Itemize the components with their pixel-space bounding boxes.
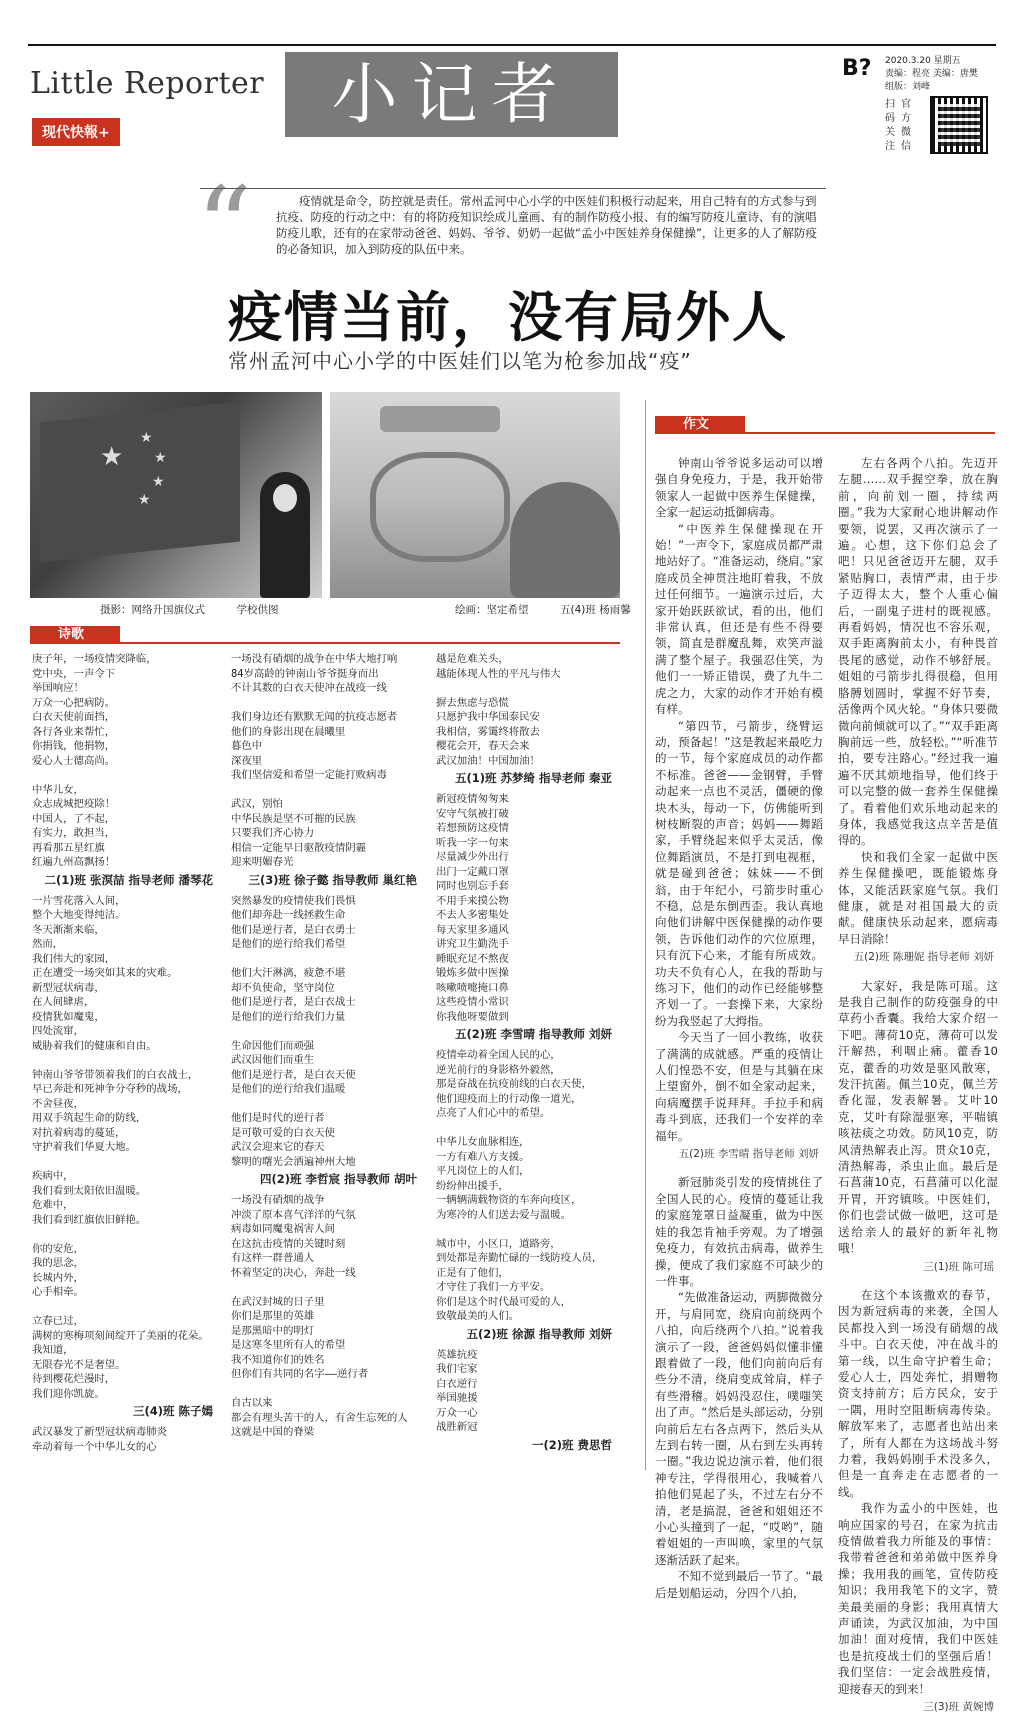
essay-paragraph: “先做准备运动，两脚微微分开，与肩同宽，绕肩向前绕两个八拍，向后绕两个八拍。”说着我演示了一段，爸爸妈妈似懂非懂跟着做了一段，他们向前向后有些分不清，绕肩变成耸肩，样子有些滑稽。妈妈没忍住，噗嗤笑出了声。“然后是头部运动，分别向前后左右各点两下，然后头从左到右转一圈，从右到左头再转一圈。”我边说边演示着，他们很神专注，学得很用心，我喊着八拍他们晃起了头，不过左右分不清，老是搞混，爸爸和姐姐还不小心头撞到了一起，“哎哟”，随着姐姐的一声叫唤，家里的气氛逐渐活跃了起来。 [655, 1290, 823, 1567]
headline: 疫情当前，没有局外人 [228, 286, 788, 349]
editor-line: 责编：程亮 美编：唐樊 [885, 69, 978, 79]
poem-signature: 五(2)班 徐源 指导教师 刘妍 [466, 1326, 612, 1341]
student-face [273, 484, 297, 512]
essay-byline: 三(3)班 黄婉博 [923, 1701, 994, 1714]
column-title-en: Little Reporter [30, 66, 265, 101]
photo1-caption: 摄影：网络升国旗仪式 学校供图 [100, 604, 279, 616]
essay-byline: 三(1)班 陈可瑶 [923, 1260, 994, 1273]
poem-text: 突然暴发的疫情使我们畏惧 他们却奔赴一线拯救生命 他们是逆行者，是白衣勇士 是他们的逆行给我们希望 他们大汗淋漓，疲惫不堪 却不负使命，坚守岗位 他们是逆行者，是白衣战士 是他们的逆行给我们力量 生命因他们而顽强 武汉因他们而重生 他们是逆行者，是白衣天使 是他们的逆行给我们温暖 他们是时代的逆行者 是可敬可爱的白衣天使 武汉会迎来它的春天 黎明的曙光会洒遍神州大地 [231, 894, 356, 1168]
essay-column-1 [655, 455, 823, 1607]
date-line: 2020.3.20 星期五 [885, 56, 961, 66]
poem-signature: 一(2)班 费思哲 [531, 1437, 612, 1452]
group-line: 组版：刘峰 [885, 82, 931, 92]
column-divider [645, 400, 646, 1470]
essay-column-2 [838, 455, 998, 1727]
scan-char: 注 [885, 141, 895, 152]
official-char: 微 [901, 127, 911, 138]
essay-paragraph: “第四节，弓箭步，绕臂运动，预备起！”这是教起来最吃力的一节，每个家庭成员的动作都不标准。爸爸——金钢臂，手臂动起来一点也不灵活，僵硬的像块木头，每动一下，仿佛能听到树枝断裂的声音；妈妈——舞蹈家，手臂绕起来似乎太灵活，像位舞蹈演员，不是打到电视框，就是碰到爸爸；妹妹——不倒翁，由于年纪小，弓箭步时重心不稳，总是东倒西歪。我认真地向他们讲解中医保健操的动作要领，告诉他们动作的穴位原理，只有沉下心来，才能有所成效。功夫不负有心人，在我的帮助与练习下，他们的动作已经能够整齐划一了。一套操下来，大家纷纷为我竖起了大拇指。 [655, 718, 823, 1028]
essay-paragraph: 左右各两个八拍。先迈开左腿……双手握空拳，放在胸前，向前划一圈，持续两圈。”我为大家耐心地讲解动作要领，说罢，又再次演示了一遍。心想，这下你们总会了吧！只见爸爸迈开左腿，双手紧贴胸口，表情严肃，由于步子迈得太大，整个人重心偏后，一副鬼子进村的既视感。再看妈妈，情况也不容乐观，双手距离胸前太小，有种畏首畏尾的感觉，动作不够舒展。姐姐的弓箭步扎得很稳，但用胳膊划圆时，掌握不好节奏，活像两个风火轮。“身体只要微微向前倾就可以了。”“双手距离胸前远一些，放轻松。”“听准节拍，要专注路心。”经过我一遍遍不厌其烦地指导，他们终于可以完整的做一套养生保健操了。看着他们欢乐地动起来的身体，我感觉我这点辛苦是值得的。 [838, 456, 998, 848]
poem-text: 新冠疫情匆匆来 安守气氛被打破 若想预防这疫情 听我一字一句来 尽量减少外出行 出门一定戴口罩 同时也别忘手套 不用手来摸公物 不去人多密集处 每天家里多通风 讲究卫生勤洗手 睡眠充足不熬夜 锻炼多做中医操 咳嗽喷嚏掩口鼻 这些疫情小常识 你我他呀要做到 [436, 793, 509, 1023]
drawing-photo [330, 392, 620, 598]
issue-meta [885, 55, 978, 94]
section-essay-rule [745, 432, 995, 434]
poem-text: 一片雪花落入人间， 整个大地变得纯洁。 冬天渐渐来临， 然而， 我们伟大的家园， 正在遭受一场突如其来的灾难。 新型冠状病毒， 在人间肆虐， 疫情犹如魔鬼， 四处流窜， 威胁着我们的健康和自由。 钟南山爷爷带领着我们的白衣战士， 早已奔赴和死神争分夺秒的战场， 不舍昼夜， 用双手筑起生命的防线， 对抗着病毒的蔓延， 守护着我们华夏大地。 疾病中， 我们看到太阳依旧温暖。 危难中， 我们看到红旗依旧鲜艳。 你的安危， 我的思念， 长城内外， 心手相牵。 立春已过， 满树的寒梅项刻间绽开了美丽的花朵。 我知道， 无限春光不是奢望。 待到樱花烂漫时， 我们迎你凯旋。 [32, 894, 209, 1400]
star-icon: ★ [152, 474, 165, 490]
photo2-caption: 绘画：坚定希望 五(4)班 杨雨馨 [455, 604, 631, 616]
essay-paragraph: 我作为孟小的中医娃，也响应国家的号召，在家为抗击疫情做着我力所能及的事情：我带着爸爸和弟弟做中医养身操；我用我的画笔，宣传防疫知识；我用我笔下的文字，赞美最美丽的身影；我用真情大声诵读，为武汉加油，为中国加油！面对疫情，我们中医娃也是抗疫战士们的坚强后盾！我们坚信：一定会战胜疫情，迎接春天的到来！ [838, 1501, 998, 1696]
subheadline: 常州孟河中心小学的中医娃们以笔为枪参加战“疫” [228, 349, 692, 373]
essay-byline: 五(2)班 陈珊妮 指导老师 刘妍 [853, 951, 994, 964]
page-number: B? [842, 56, 872, 81]
essay-paragraph: “中医养生保健操现在开始！”一声令下，家庭成员都严肃地站好了。“准备运动，绕肩。”家庭成员全神贯注地盯着我，不放过任何细节。一遍演示过后，大家开始跃跃欲试，看的出，他们非常认真，但还是有些不得要领，简直是群魔乱舞，欢笑声溢满了整个屋子。我强忍住笑，为他们一一矫正错误，费了九牛二虎之力，大家的动作才开始有模有样。 [655, 521, 823, 717]
scan-char: 码 [885, 113, 895, 124]
section-essay: 作文 [655, 416, 745, 434]
official-char: 方 [901, 113, 911, 124]
essay-paragraph: 大家好，我是陈可瑶。这是我自己制作的防疫强身的中草药小香囊。我给大家介绍一下吧。薄荷10克，薄荷可以发汗解热，利咽止痛。藿香10克，藿香的功效是驱风散寒，发汗抗菌。佩兰10克，佩兰芳香化湿，发表解暑。艾叶10克，艾叶有除湿驱寒，平喘镇咳祛痰之功效。防风10克，防风清热解表止泻。贯众10克，清热解毒，杀虫止血。最后是石菖蒲10克，石菖蒲可以化湿开胃，开窍镇咳。中医娃们，你们也尝试做一做吧，这可是送给亲人的最好的新年礼物哦！ [838, 978, 998, 1256]
official-text [901, 98, 911, 154]
poem-text: 英雄抗疫 我们宅家 白衣逆行 举国驰援 万众一心 战胜新冠 [436, 1348, 478, 1433]
essay-paragraph: 快和我们全家一起做中医养生保健操吧，既能锻炼身体，又能活跃家庭气氛。我们健康，就是对祖国最大的贡献。健康快乐动起来，愿病毒早日消除！ [838, 849, 998, 946]
essay-paragraph: 今天当了一回小教练，收获了满满的成就感。严重的疫情让人们惶恐不安，但是与其躺在床上望窗外，倒不如全家动起来，向病魔摆手说拜拜。手拉手和病毒斗到底，还我们一个安祥的幸福年。 [655, 1030, 823, 1143]
section-poetry-rule [120, 642, 620, 644]
star-icon: ★ [140, 430, 153, 446]
drawing-road [370, 452, 510, 562]
section-poetry: 诗歌 [30, 626, 120, 644]
poem-signature: 三(4)班 陈子嫣 [132, 1404, 213, 1418]
poem-signature: 五(1)班 苏梦绮 指导老师 秦亚 [454, 771, 612, 785]
flag-ceremony-photo [30, 392, 322, 598]
intro-text: 疫情就是命令，防控就是责任。常州孟河中心小学的中医娃们积极行动起来，用自己特有的方式参与到抗疫、防疫的行动之中：有的将防疫知识绘成儿童画、有的制作防疫小报、有的编写防疫儿童诗、有的演唱防疫儿歌，还有的在家带动爸爸、妈妈、爷爷、奶奶一起做“孟小中医娃养身保健操”，让更多的人了解防疫的必备知识，加入到防疫的队伍中来。 [276, 194, 817, 256]
essay-paragraph: 不知不觉到最后一节了。“最后是划船运动，分四个八拍， [655, 1569, 823, 1600]
star-icon: ★ [154, 450, 167, 466]
poem-text: 庚子年，一场疫情突降临， 党中央，一声令下 举国响应！ 万众一心把病防。 白衣天使前面挡， 各行各业来帮忙， 你捐钱，他捐物， 爱心人士德高尚。 中华儿女， 众志成城把疫除！ 中国人，了不起， 有实力，敢担当， 再看那五星红旗 红遍九州高飘扬！ [32, 653, 157, 868]
poem-text: 疫情牵动着全国人民的心， 逆光前行的身影格外毅然， 那是奋战在抗疫前线的白衣天使， 他们迎疫而上的行动像一道光， 点亮了人们心中的希望。 中华儿女血脉相连， 一方有难八方支援。 平凡岗位上的人们， 纷纷伸出援手， 一辆辆满载物资的车奔向疫区， 为寒冷的人们送去爱与温暖。 城市中，小区口，道路旁， 到处都是奔勤忙碌的一线防疫人员， 正是有了他们， 才守住了我们一方平安。 你们是这个时代最可爱的人， 致敬最美的人们。 [436, 1049, 603, 1322]
official-char: 官 [901, 99, 911, 110]
essay-byline: 五(2)班 李雪晴 指导老师 刘妍 [678, 1148, 819, 1161]
intro-frame [200, 188, 826, 189]
scan-char: 关 [885, 127, 895, 138]
drawing-banner [380, 406, 500, 432]
flag-shape [40, 401, 240, 562]
poem-signature: 五(2)班 李雪晴 指导教师 刘妍 [454, 1027, 612, 1041]
poem-signature: 二(1)班 张溟喆 指导老师 潘琴花 [44, 872, 213, 887]
poem-text: 越是危难关头， 越能体现人性的平凡与伟大 摒去焦虑与恐慌 只愿护我中华国泰民安 我相信，雾霭终将散去 樱花会开，春天会来 武汉加油！中国加油！ [436, 653, 561, 767]
scan-text [885, 98, 895, 154]
top-rule [28, 44, 996, 46]
poem-signature: 三(3)班 徐子懿 指导教师 巢红艳 [248, 872, 417, 887]
poem-text: 一场没有硝烟的战争在中华大地打响 84岁高龄的钟南山爷爷挺身而出 不计其数的白衣天使冲在战疫一线 我们身边还有默默无闻的抗疫志愿者 他们的身影出现在晨曦里 暮色中 深夜里 我们坚信爱和希望一定能打败病毒 武汉，别怕 中华民族是坚不可摧的民族 只要我们齐心协力 相信一定能早日驱散疫情阴霾 迎来明媚春光 [231, 653, 398, 868]
star-icon: ★ [100, 442, 124, 472]
drawing-tree [510, 482, 620, 598]
poem-column-2 [231, 652, 431, 1450]
poem-text: 武汉暴发了新型冠状病毒肺炎 牵动着每一个中华儿女的心 [32, 1426, 168, 1453]
essay-paragraph: 钟南山爷爷说多运动可以增强自身免疫力，于是，我开始带领家人一起做中医养生保健操，全家一起运动抵御病毒。 [655, 456, 823, 520]
scan-prompt [885, 98, 911, 154]
official-char: 信 [901, 141, 911, 152]
essay-paragraph: 在这个本该撒欢的春节，因为新冠病毒的来袭，全国人民都投入到一场没有硝烟的战斗中。白衣天使，冲在战斗的第一线，以生命守护着生命；爱心人士，四处奔忙，捐赠物资支持前方；后方民众，安于一隅，用时空阻断病毒传染。解放军来了，志愿者也站出来了，所有人都在为这场战斗努力着，我妈妈刚手术没多久，但是一直奔走在志愿者的一线。 [838, 1287, 998, 1499]
column-title-cn: 小记者 [285, 52, 618, 137]
poem-signature: 四(2)班 李哲宸 指导教师 胡叶 [259, 1172, 417, 1186]
scan-char: 扫 [885, 99, 895, 110]
star-icon: ★ [138, 492, 151, 508]
poem-column-3 [436, 652, 626, 1459]
quote-mark-icon: “ [196, 163, 253, 291]
poem-column-1 [32, 652, 227, 1464]
poem-text: 一场没有硝烟的战争 冲淡了原本喜气洋洋的气氛 病毒如同魔鬼祸害人间 在这抗击疫情的关键时刻 有这样一群普通人 怀着坚定的决心，奔赴一线 在武汉封城的日子里 你们是那里的英雄 是那黑暗中的明灯 是这寒冬里所有人的希望 我不知道你们的姓名 但你们有共同的名字——逆行者 自古以来 都会有埋头苦干的人，有舍生忘死的人 这就是中国的脊梁 [231, 1194, 408, 1438]
qr-code[interactable] [930, 96, 988, 154]
brand-logo: 现代快報+ [32, 118, 120, 146]
essay-paragraph: 新冠肺炎引发的疫情挑住了全国人民的心。疫情的蔓延让我的家庭笼罩日益凝重，做为中医娃的我怎肯袖手旁观。为了增强免疫力，有效抗击病毒，做养生操，便成了我们家庭不可缺少的一件事。 [655, 1175, 823, 1288]
